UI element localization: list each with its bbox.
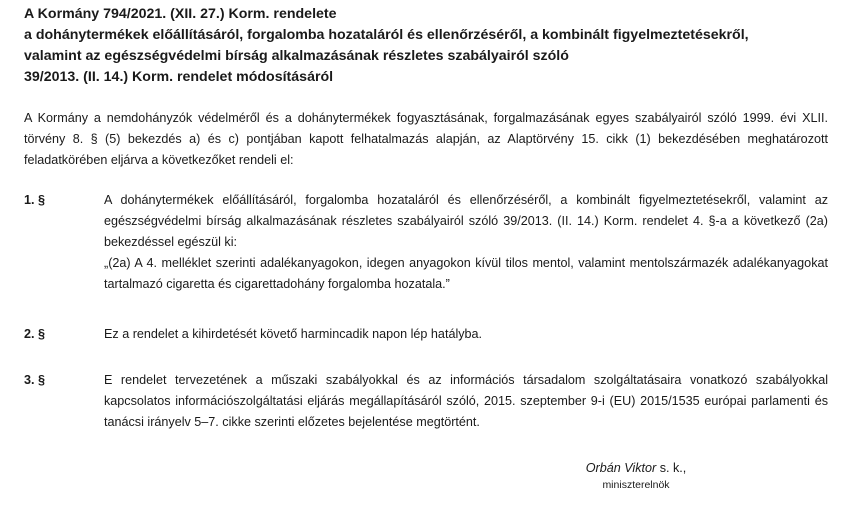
title-line: 39/2013. (II. 14.) Korm. rendelet módosításáról [24, 69, 334, 85]
document-title [24, 4, 828, 88]
section-number: 1. § [24, 193, 46, 207]
signature-block [566, 459, 706, 493]
section-number: 3. § [24, 373, 46, 387]
amendment-quote: „(2a) A 4. melléklet szerinti adalékanyagokon, idegen anyagokon kívül tilos mentol, valamint mentolszármazék adalékanyagokat tartalmazó cigaretta és cigarettadohány forgalomba hozatala.” [104, 256, 828, 291]
document [24, 4, 828, 433]
signatory-name: Orbán Viktor [585, 461, 657, 475]
preamble: A Kormány a nemdohányzók védelméről és a dohánytermékek fogyasztásának, forgalmazásának egyes szabályairól szóló 1999. évi XLII. törvény 8. § (5) bekezdés a) és c) pontjában kapott felhatalmazás alapján, az Alaptörvény 15. cikk (1) bekezdésében meghatározott feladatkörében eljárva a következőket rendeli el: [24, 111, 828, 167]
section-number: 2. § [24, 327, 46, 341]
title-line: valamint az egészségvédelmi bírság alkalmazásának részletes szabályairól szóló [24, 48, 569, 64]
signatory-role: miniszterelnök [602, 479, 670, 491]
section-text: A dohánytermékek előállításáról, forgalomba hozataláról és ellenőrzéséről, a kombinált figyelmeztetésekről, valamint az egészségvédelmi bírság alkalmazásának részletes szabályairól szóló 39/2013. (II. 14.) Korm. rendelet 4. §-a a következő (2a) bekezdéssel egészül ki: [104, 193, 828, 249]
section-3 [24, 370, 828, 433]
signature-suffix: s. k., [659, 461, 687, 475]
section-1 [24, 190, 828, 295]
title-line: A Kormány 794/2021. (XII. 27.) Korm. rendelete [24, 6, 337, 22]
section-2 [24, 324, 828, 345]
section-text: E rendelet tervezetének a műszaki szabályokkal és az információs társadalom szolgáltatásaira vonatkozó szabályokkal kapcsolatos információszolgáltatási eljárás megállapításáról szóló, 2015. szeptember 9-i (EU) 2015/1535 európai parlamenti és tanácsi irányelv 5–7. cikke szerinti előzetes bejelentése megtörtént. [104, 373, 828, 429]
title-line: a dohánytermékek előállításáról, forgalomba hozataláról és ellenőrzéséről, a kombinált figyelmeztetésekről, [24, 27, 749, 43]
section-body [104, 190, 828, 253]
section-text: Ez a rendelet a kihirdetését követő harmincadik napon lép hatályba. [104, 327, 483, 341]
